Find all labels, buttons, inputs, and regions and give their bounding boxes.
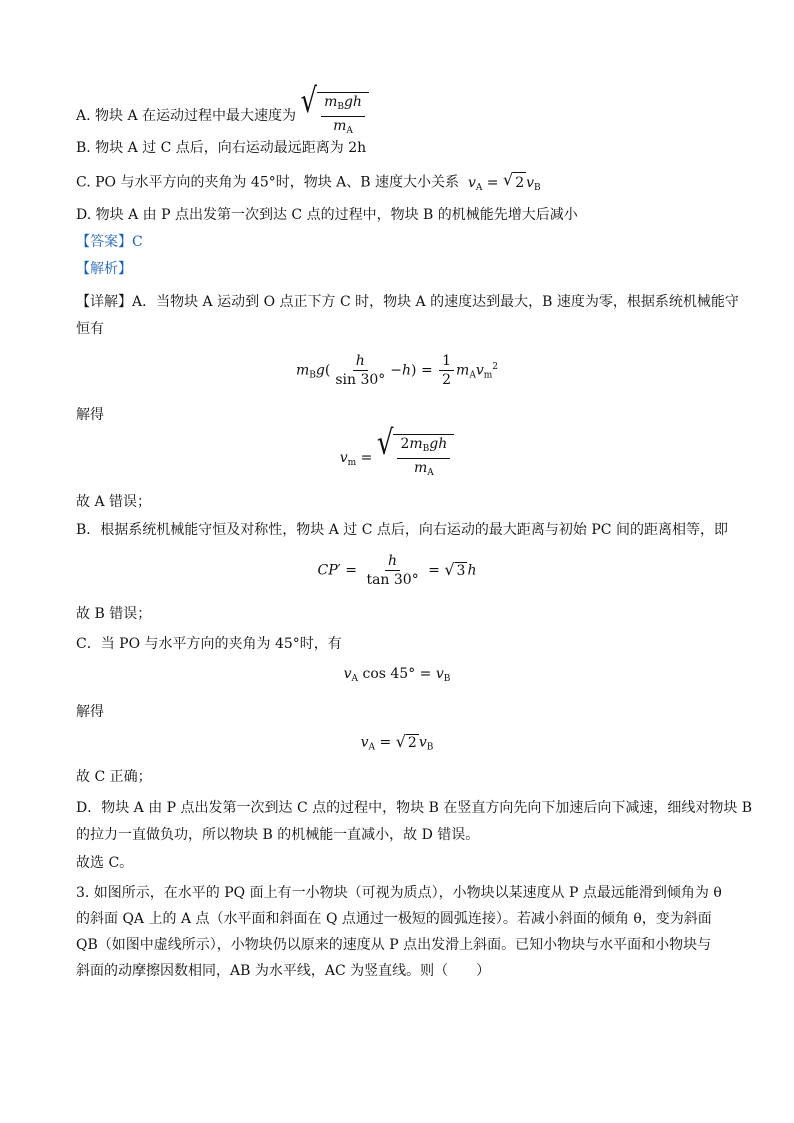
equation-cp: CP′ = $\frac{h}{\tan 30^\circ}$ = √ 3 h: [317, 553, 477, 588]
option-c-formula: $v_A$ = √ 2 $v_B$: [467, 170, 541, 193]
option-c: [76, 172, 541, 198]
b-wrong: 故 B 错误；: [76, 606, 152, 622]
option-c-text: C. PO 与水平方向的夹角为 45°时，物块 A、B 速度大小关系: [76, 174, 460, 191]
d-line-2: 的拉力一直做负功，所以物块 B 的机械能一直减小，故 D 错误。: [76, 827, 480, 843]
equation-cos45: $v_A$ $\cos 45^\circ = v_B$: [343, 666, 451, 684]
option-a-text: A. 物块 A 在运动过程中最大速度为: [76, 108, 297, 124]
c-right: 故 C 正确；: [76, 769, 152, 785]
question-3: 3. 如图所示，在水平的 PQ 面上有一小物块（可视为质点），小物块以某速度从 P 点最远能滑到倾角为 θ 的斜面 QA 上的 A 点（水平面和斜面在 Q 点通过一极短的圆弧连接）。若减小斜面的倾角 θ，变为斜面 QB（如图中虚线所示），小物块仍以原来的速度从 P 点出发滑上斜面。已知小物块与水平面和小物块与斜面的动摩擦因数相同，AB 为水平线，AC 为竖直线。则（ ）: [76, 885, 722, 979]
option-d: D. 物块 A 由 P 点出发第一次到达 C 点的过程中，物块 B 的机械能先增大后减小: [76, 207, 578, 223]
detail-line-2: 恒有: [76, 321, 104, 337]
option-a-formula: √ $\frac{m_Bgh}{m_A}$: [300, 92, 368, 140]
d-line-1: D．物块 A 由 P 点出发第一次到达 C 点的过程中，物块 B 在竖直方向先向下加速后向下减速，细线对物块 B: [76, 800, 753, 816]
equation-vmax: $v_m$ = √ $\frac{2m_Bgh}{m_A}$: [0, 434, 794, 482]
solve-label-1: 解得: [76, 407, 104, 423]
equation-va: $v_A$ = √ 2 $v_B$: [360, 732, 434, 753]
solve-label-2: 解得: [76, 704, 104, 720]
analysis-label: 【解析】: [76, 261, 132, 277]
c-line: C．当 PO 与水平方向的夹角为 45°时，有: [76, 636, 342, 652]
answer-label: 【答案】C: [76, 234, 143, 250]
equation-energy: $m_Bg$( $\frac{h}{\sin 30^\circ}$ −h) = $\frac{1}{2}$ $m_Av_m^2$: [295, 353, 499, 388]
a-wrong: 故 A 错误；: [76, 494, 152, 510]
option-a: [76, 82, 369, 140]
choose-line: 故选 C。: [76, 855, 134, 871]
b-line: B．根据系统机械能守恒及对称性，物块 A 过 C 点后，向右运动的最大距离与初始 PC 间的距离相等，即: [76, 522, 728, 538]
detail-line-1: 【详解】A．当物块 A 运动到 O 点正下方 C 时，物块 A 的速度达到最大，B 速度为零，根据系统机械能守: [76, 294, 739, 310]
option-b: B. 物块 A 过 C 点后，向右运动最远距离为 2h: [76, 140, 367, 156]
